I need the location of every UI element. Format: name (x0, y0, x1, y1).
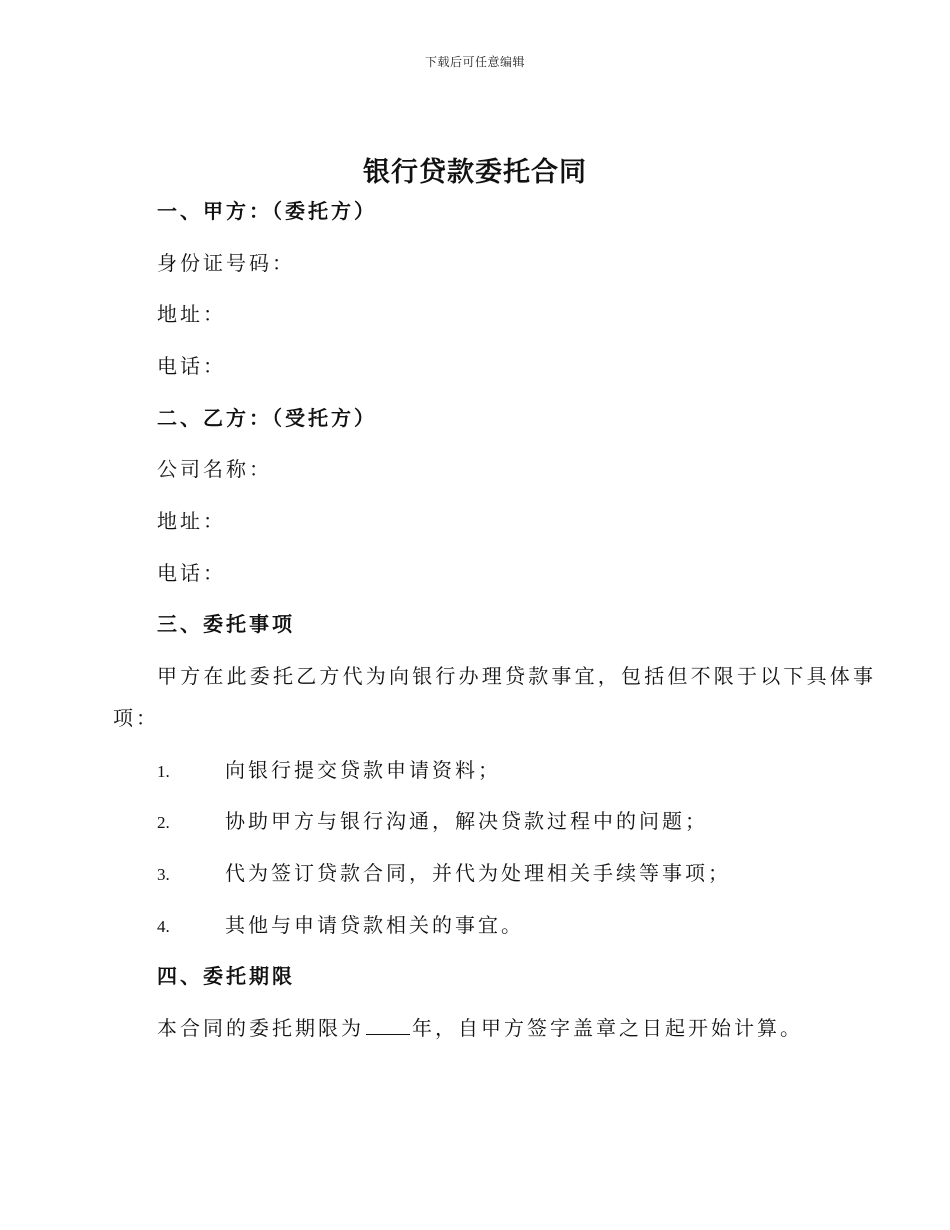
list-item-number: 4. (157, 917, 170, 936)
list-item-number: 3. (157, 865, 170, 884)
party-b-heading: 二、乙方：（受托方） (157, 406, 377, 430)
list-item (157, 913, 524, 939)
list-item-text: 其他与申请贷款相关的事宜。 (225, 913, 524, 937)
section4-term-sentence (157, 1016, 803, 1040)
list-item (157, 809, 708, 835)
list-item (157, 861, 731, 887)
list-item-text: 代为签订贷款合同，并代为处理相关手续等事项； (225, 861, 731, 885)
list-item-number: 1. (157, 762, 170, 781)
section3-paragraph-line1: 甲方在此委托乙方代为向银行办理贷款事宜，包括但不限于以下具体事 (157, 664, 877, 688)
list-item-number: 2. (157, 813, 170, 832)
party-a-phone-label: 电话： (157, 354, 226, 378)
list-item-text: 协助甲方与银行沟通，解决贷款过程中的问题； (225, 809, 708, 833)
party-b-address-label: 地址： (157, 509, 226, 533)
party-b-phone-label: 电话： (157, 561, 226, 585)
party-a-heading: 一、甲方：（委托方） (157, 199, 377, 223)
document-title: 银行贷款委托合同 (363, 157, 587, 188)
header-note: 下载后可任意编辑 (424, 55, 525, 69)
term-text-after: 年，自甲方签字盖章之日起开始计算。 (412, 1016, 803, 1040)
section3-paragraph-line2: 项： (113, 706, 159, 730)
list-item-text: 向银行提交贷款申请资料； (225, 758, 501, 782)
section4-heading: 四、委托期限 (157, 964, 295, 988)
section3-heading: 三、委托事项 (157, 612, 295, 636)
party-a-id-label: 身份证号码： (157, 251, 295, 275)
term-years-blank (366, 1016, 410, 1035)
party-a-address-label: 地址： (157, 302, 226, 326)
party-b-company-label: 公司名称： (157, 457, 272, 481)
list-item (157, 758, 501, 784)
term-text-before: 本合同的委托期限为 (157, 1016, 364, 1040)
